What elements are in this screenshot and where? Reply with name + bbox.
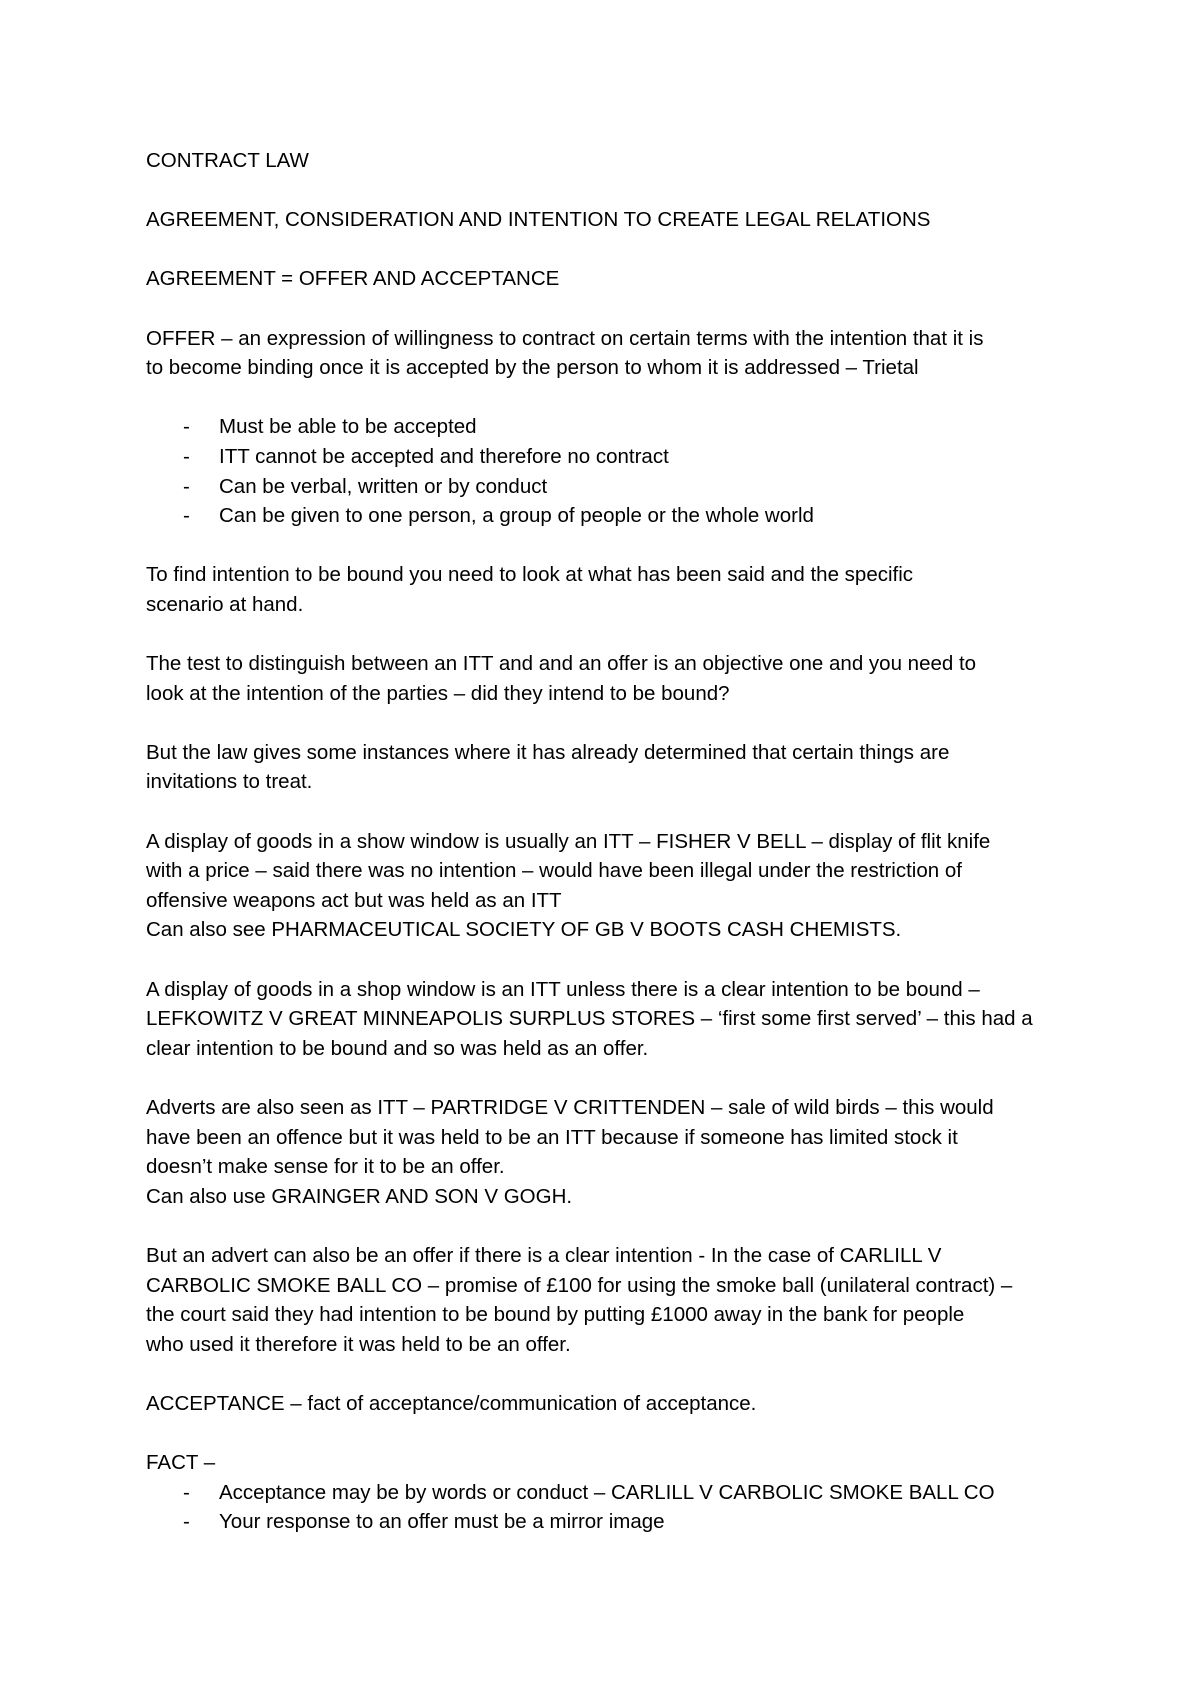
list-item: - Your response to an offer must be a mirror image (183, 1510, 665, 1534)
document-subtitle: AGREEMENT, CONSIDERATION AND INTENTION TO CREATE LEGAL RELATIONS (146, 208, 931, 232)
acceptance-definition: ACCEPTANCE – fact of acceptance/communication of acceptance. (146, 1391, 757, 1415)
document-body (146, 146, 1076, 1537)
agreement-definition: AGREEMENT = OFFER AND ACCEPTANCE (146, 267, 560, 291)
list-item: - Must be able to be accepted (183, 415, 477, 439)
paragraph-carlill: But an advert can also be an offer if there is a clear intention - In the case of CARLILL V CARBOLIC SMOKE BALL CO – promise of £100 for using the smoke ball (unilateral contract) – the court said they had intention to be bound by putting £1000 away in the bank for people who used it therefore it was held to be an offer. (146, 1243, 1013, 1356)
list-item: - Can be given to one person, a group of people or the whole world (183, 504, 814, 528)
paragraph-intention: To find intention to be bound you need to look at what has been said and the specific scenario at hand. (146, 563, 914, 616)
offer-definition: OFFER – an expression of willingness to contract on certain terms with the intention that it is to become binding once it is accepted by the person to whom it is addressed – Trietal (146, 326, 984, 380)
document-title: CONTRACT LAW (146, 149, 309, 172)
list-item: - Acceptance may be by words or conduct – CARLILL V CARBOLIC SMOKE BALL CO (183, 1480, 995, 1504)
fact-bullet-list (146, 1478, 1076, 1537)
paragraph-invitations-to-treat: But the law gives some instances where it has already determined that certain things are invitations to treat. (146, 740, 950, 794)
paragraph-partridge: Adverts are also seen as ITT – PARTRIDGE V CRITTENDEN – sale of wild birds – this would have been an offence but it was held to be an ITT because if someone has limited stock it doesn’t make sense for it to be an offer. Can also use GRAINGER AND SON V GOGH. (146, 1096, 994, 1208)
list-item: - Can be verbal, written or by conduct (183, 474, 548, 498)
fact-heading: FACT – (146, 1451, 216, 1475)
paragraph-objective-test: The test to distinguish between an ITT and and an offer is an objective one and you need to look at the intention of the parties – did they intend to be bound? (146, 652, 977, 705)
paragraph-fisher-v-bell: A display of goods in a show window is usually an ITT – FISHER V BELL – display of flit knife with a price – said there was no intention – would have been illegal under the restriction of offensive weapons act but was held as an ITT Can also see PHARMACEUTICAL SOCIETY OF GB V BOOTS CASH CHEMISTS. (146, 829, 991, 942)
offer-bullet-list (146, 412, 1076, 530)
list-item: - ITT cannot be accepted and therefore no contract (183, 444, 669, 468)
paragraph-lefkowitz: A display of goods in a shop window is an ITT unless there is a clear intention to be bound – LEFKOWITZ V GREAT MINNEAPOLIS SURPLUS STORES – ‘first some first served’ – this had a clear intention to be bound and so was held as an offer. (146, 977, 1033, 1060)
